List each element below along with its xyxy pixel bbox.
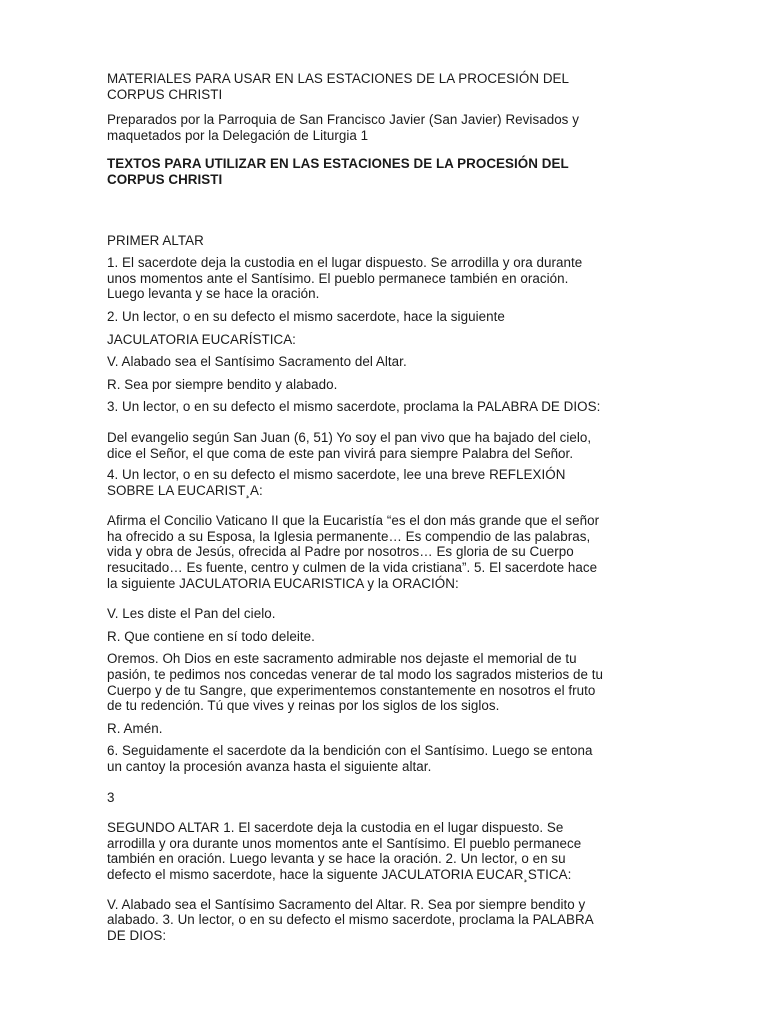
primer-altar-step-2: 2. Un lector, o en su defecto el mismo sacerdote, hace la siguiente: [107, 308, 505, 324]
document-page: [107, 71, 647, 943]
response-1: R. Sea por siempre bendito y alabado.: [107, 376, 338, 392]
reflection-text: Afirma el Concilio Vaticano II que la Eucaristía “es el don más grande que el señor ha ofrecido a su Esposa, la Iglesia permanente… Es compendio de las palabras, vida y obra de Jesús, ofrecida al Padre por nosotros… Es gloria de su Cuerpo resucitado… Es fuente, centro y culmen de la vida cristiana”. 5. El sacerdote hace la siguiente JACULATORIA EUCARISTICA y la ORACIÓN:: [107, 513, 600, 591]
response-2: R. Que contiene en sí todo deleite.: [107, 628, 315, 644]
response-amen: R. Amén.: [107, 720, 163, 736]
section-title: TEXTOS PARA UTILIZAR EN LAS ESTACIONES DE LA PROCESIÓN DEL CORPUS CHRISTI: [107, 156, 569, 187]
primer-altar-step-6: 6. Seguidamente el sacerdote da la bendición con el Santísimo. Luego se entona un cantoy la procesión avanza hasta el siguiente altar.: [107, 743, 593, 774]
primer-altar-step-3: 3. Un lector, o en su defecto el mismo sacerdote, proclama la PALABRA DE DIOS:: [107, 399, 601, 415]
gospel-reading: Del evangelio según San Juan (6, 51) Yo soy el pan vivo que ha bajado del cielo, dice el Señor, el que coma de este pan vivirá para siempre Palabra del Señor.: [107, 429, 592, 461]
header-title: MATERIALES PARA USAR EN LAS ESTACIONES DE LA PROCESIÓN DEL CORPUS CHRISTI: [107, 71, 570, 102]
page-number: 3: [107, 789, 115, 805]
versicle-2: V. Les diste el Pan del cielo.: [107, 606, 276, 622]
jaculatoria-heading: JACULATORIA EUCARÍSTICA:: [107, 331, 296, 347]
primer-altar-heading: PRIMER ALTAR: [107, 232, 204, 248]
prayer-text: Oremos. Oh Dios en este sacramento admirable nos dejaste el memorial de tu pasión, te pedimos nos concedas venerar de tal modo los sagrados misterios de tu Cuerpo y de tu Sangre, que experimentemos constantemente en nosotros el fruto de tu redención. Tú que vives y reinas por los siglos de los siglos.: [107, 651, 604, 714]
primer-altar-step-4: 4. Un lector, o en su defecto el mismo sacerdote, lee una breve REFLEXIÓN SOBRE LA EUCARIST¸A:: [107, 467, 566, 498]
segundo-altar-intro: SEGUNDO ALTAR 1. El sacerdote deja la custodia en el lugar dispuesto. Se arrodilla y ora durante unos momentos ante el Santísimo. El pueblo permanece también en oración. Luego levanta y se hace la oración. 2. Un lector, o en su defecto el mismo sacerdote, hace la siguente JACULATORIA EUCAR¸STICA:: [107, 820, 582, 882]
segundo-altar-continuation: V. Alabado sea el Santísimo Sacramento del Altar. R. Sea por siempre bendito y alabado. 3. Un lector, o en su defecto el mismo sacerdote, proclama la PALABRA DE DIOS:: [107, 896, 594, 943]
versicle-1: V. Alabado sea el Santísimo Sacramento del Altar.: [107, 354, 407, 370]
prepared-by: Preparados por la Parroquia de San Francisco Javier (San Javier) Revisados y maquetados por la Delegación de Liturgia 1: [107, 112, 579, 143]
primer-altar-step-1: 1. El sacerdote deja la custodia en el lugar dispuesto. Se arrodilla y ora durante unos momentos ante el Santísimo. El pueblo permanece también en oración. Luego levanta y se hace la oración.: [107, 255, 583, 302]
